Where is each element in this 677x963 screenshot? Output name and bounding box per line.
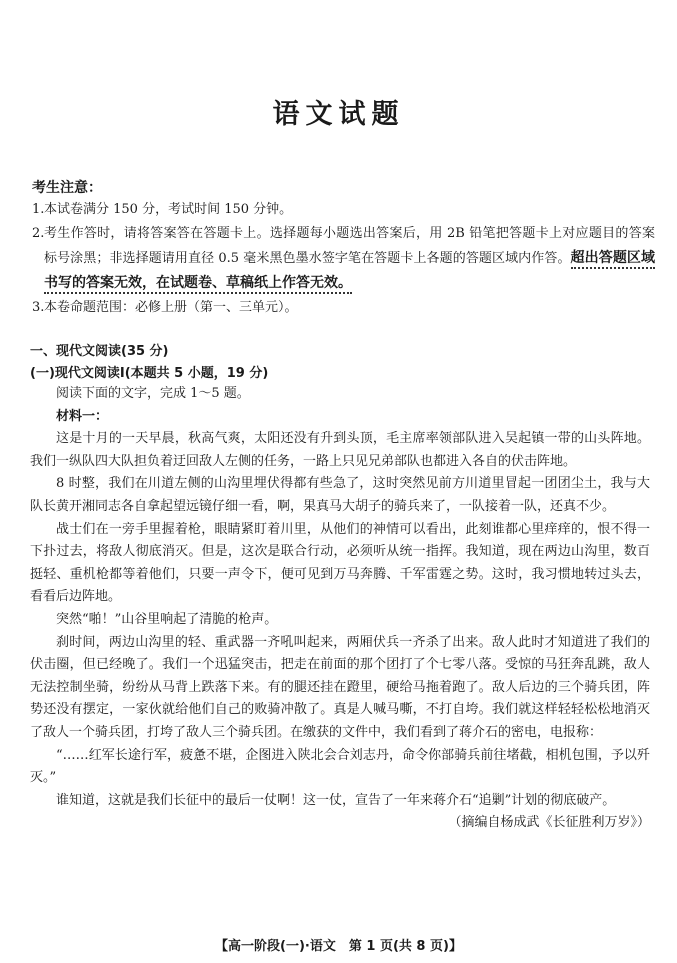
notice-heading: 考生注意： — [32, 180, 102, 196]
material-label: 材料一： — [56, 408, 109, 424]
passage-paragraph: “……红军长途行军，疲惫不堪，企图进入陕北会合刘志丹，命令你部骑兵前往堵截，相机包围，予以歼灭。” — [30, 747, 650, 786]
passage-paragraph: 刹时间，两边山沟里的轻、重武器一齐吼叫起来，两厢伏兵一齐杀了出来。敌人此时才知道进了我们的伏击圈，但已经晚了。我们一个迅猛突击，把走在前面的那个团打了个七零八落。受惊的马狂奔乱跳，敌人无法控制坐骑，纷纷从马背上跌落下来。有的腿还挂在蹬里，硬给马拖着跑了。敌人后边的三个骑兵团，阵势还没有摆定，一家伙就给他们自己的败骑冲散了。真是人喊马嘶，不打自垮。我们就这样轻轻松松地消灭了敌人一个骑兵团，打垮了敌人三个骑兵团。在缴获的文件中，我们看到了蒋介石的密电，电报称： — [30, 634, 650, 740]
notice-item — [30, 296, 655, 320]
passage-paragraph: 谁知道，这就是我们长征中的最后一仗啊！这一仗，宣告了一年来蒋介石“追剿”计划的彻底破产。 — [56, 792, 616, 808]
passage-paragraph: 8 时整，我们在川道左侧的山沟里埋伏得都有些急了，这时突然见前方川道里冒起一团团尘土，我与大队长黄开湘同志各自拿起望远镜仔细一看，啊，果真马大胡子的骑兵来了，一队接着一队，还真不少。 — [30, 476, 650, 514]
passage-paragraph: 这是十月的一天早晨，秋高气爽，太阳还没有升到头顶，毛主席率领部队进入吴起镇一带的山头阵地。我们一纵队四大队担负着迂回敌人左侧的任务，一路上只见兄弟部队也都进入各自的伏击阵地。 — [30, 431, 650, 469]
subsection-heading: (一)现代文阅读Ⅰ(本题共 5 小题，19 分) — [30, 366, 269, 381]
notice-item-number: 3. — [32, 300, 45, 315]
notice-item-text: 本卷命题范围：必修上册（第一、三单元）。 — [44, 300, 298, 315]
notice-item-number: 2. — [32, 226, 45, 241]
instruction-text: 阅读下面的文字，完成 1～5 题。 — [56, 386, 250, 401]
notice-item-text: 本试卷满分 150 分，考试时间 150 分钟。 — [44, 202, 293, 217]
notice-item-text-wrap — [30, 222, 655, 296]
notice-item — [30, 198, 655, 222]
notice-item-number: 1. — [32, 202, 45, 217]
page-footer: 【高一阶段(一)·语文 第 1 页(共 8 页)】 — [215, 939, 462, 954]
passage-paragraph: 战士们在一旁手里握着枪，眼睛紧盯着川里，从他们的神情可以看出，此刻谁都心里痒痒的，恨不得一下扑过去，将敌人彻底消灭。但是，这次是联合行动，必须听从统一指挥。我知道，现在两边山沟里，数百挺轻、重机枪都等着他们，只要一声令下，便可见到万马奔腾、千军雷霆之势。这时，我习惯地转过头去，看看后边阵地。 — [30, 521, 650, 605]
notice-item-text: 考生作答时，请将答案答在答题卡上。选择题每小题选出答案后，用 2B 铅笔把答题卡上对应题目的答案标号涂黑；非选择题请用直径 0.5 毫米黑色墨水签字笔在答题卡上各题的答题区域内作答。 — [44, 226, 655, 266]
notice-item — [30, 222, 655, 296]
notice-list — [30, 198, 655, 320]
page-title: 语文试题 — [272, 99, 405, 130]
notice-emphasis: 超出答题区域书写的答案无效，在试题卷、草稿纸上作答无效。 — [44, 250, 655, 294]
passage-source: （摘编自杨成武《长征胜利万岁》） — [448, 815, 650, 831]
passage-paragraph: 突然“啪！”山谷里响起了清脆的枪声。 — [56, 611, 278, 627]
section-heading: 一、现代文阅读(35 分) — [30, 344, 169, 359]
reading-passage — [30, 383, 650, 834]
